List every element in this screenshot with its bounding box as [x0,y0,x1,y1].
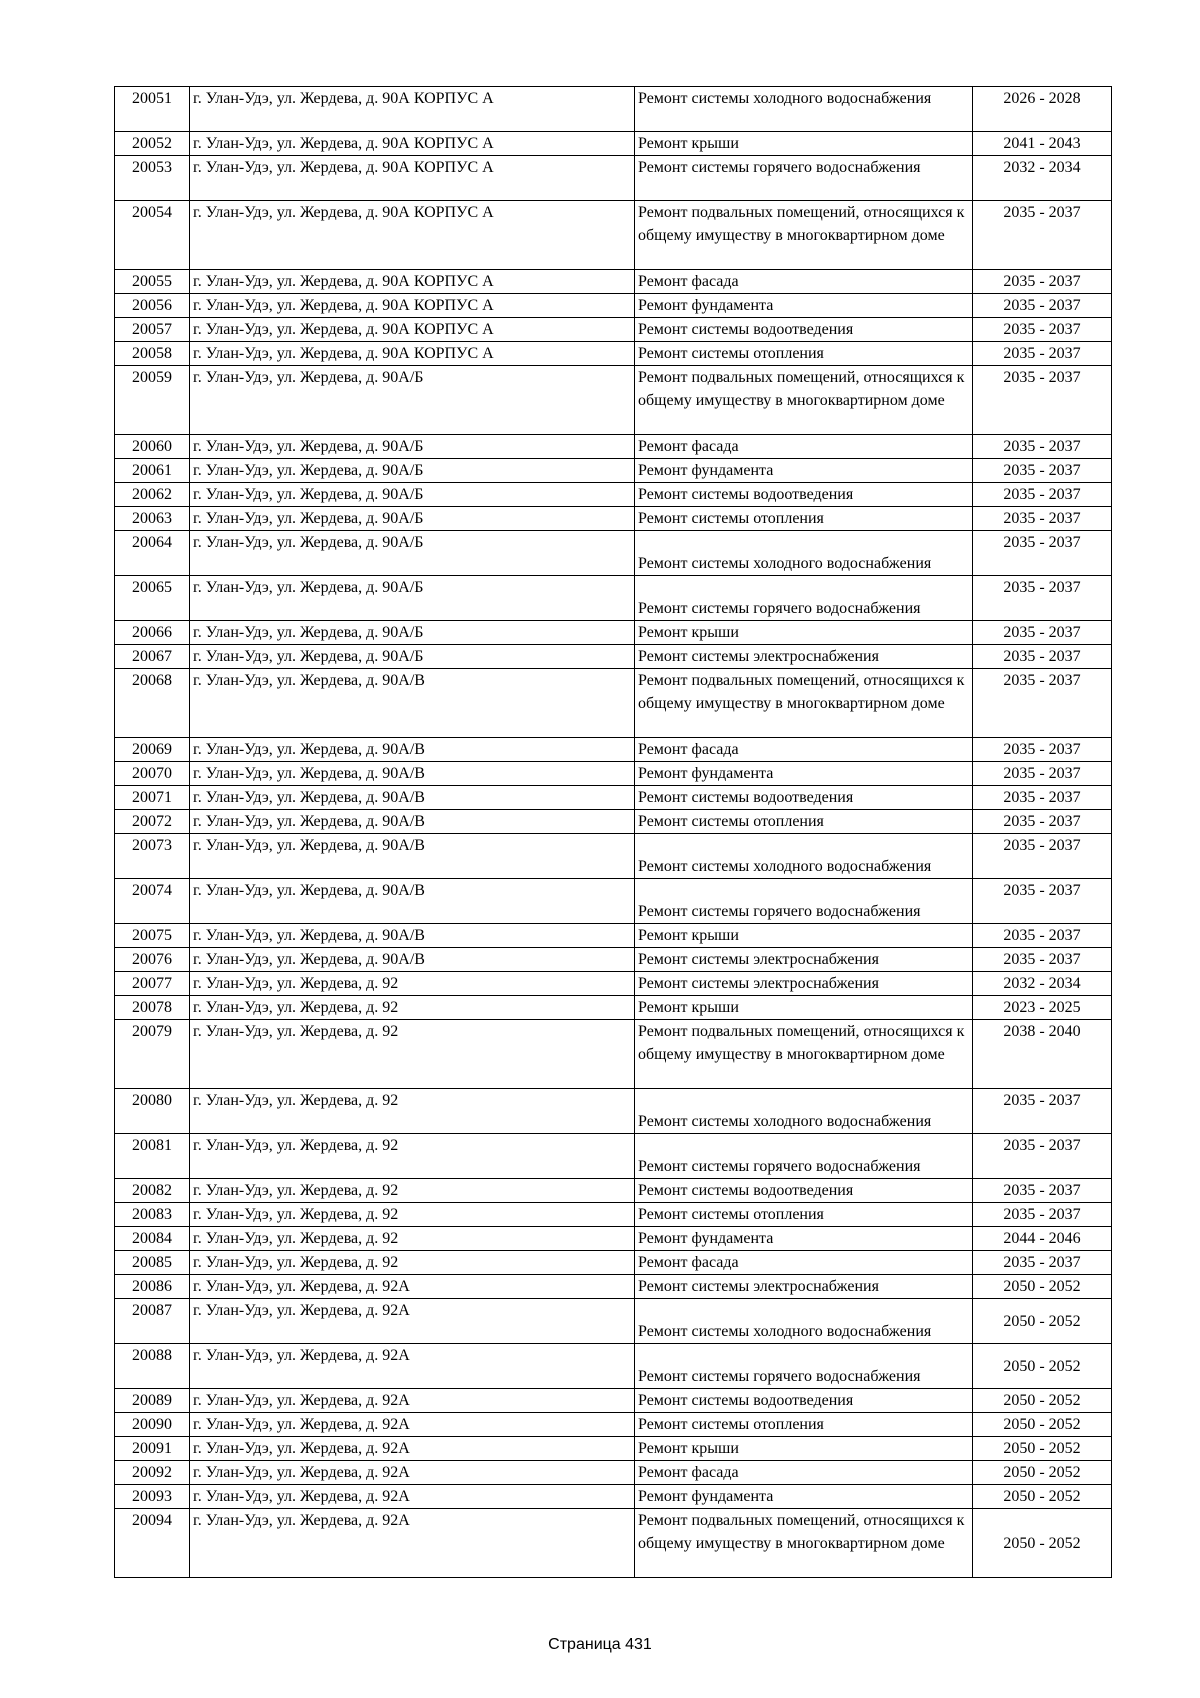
work-type-cell: Ремонт системы отопления [635,342,973,366]
row-number-cell: 20051 [115,87,190,132]
address-cell: г. Улан-Удэ, ул. Жердева, д. 90А/В [190,738,635,762]
work-type-cell: Ремонт системы водоотведения [635,1389,973,1413]
row-number-cell: 20092 [115,1461,190,1485]
period-cell: 2035 - 2037 [973,879,1112,924]
row-number-cell: 20089 [115,1389,190,1413]
row-number-cell: 20058 [115,342,190,366]
period-cell: 2035 - 2037 [973,483,1112,507]
work-type-cell: Ремонт фасада [635,1251,973,1275]
address-cell: г. Улан-Удэ, ул. Жердева, д. 92 [190,1251,635,1275]
row-number-cell: 20086 [115,1275,190,1299]
period-cell: 2050 - 2052 [973,1389,1112,1413]
row-number-cell: 20094 [115,1509,190,1578]
table-row [115,294,1112,318]
table-row [115,1203,1112,1227]
period-cell: 2035 - 2037 [973,435,1112,459]
row-number-cell: 20056 [115,294,190,318]
work-type-cell: Ремонт системы горячего водоснабжения [635,156,973,201]
work-type-cell: Ремонт крыши [635,132,973,156]
period-cell: 2050 - 2052 [973,1461,1112,1485]
period-cell: 2026 - 2028 [973,87,1112,132]
work-type-cell: Ремонт фундамента [635,1485,973,1509]
period-cell: 2035 - 2037 [973,738,1112,762]
row-number-cell: 20064 [115,531,190,576]
table-row [115,738,1112,762]
work-type-cell: Ремонт крыши [635,996,973,1020]
work-type-cell: Ремонт фундамента [635,459,973,483]
address-cell: г. Улан-Удэ, ул. Жердева, д. 92А [190,1485,635,1509]
period-cell: 2035 - 2037 [973,834,1112,879]
work-type-cell: Ремонт системы электроснабжения [635,645,973,669]
row-number-cell: 20090 [115,1413,190,1437]
period-cell: 2050 - 2052 [973,1485,1112,1509]
table-body [115,87,1112,1578]
table-row [115,1179,1112,1203]
table-row [115,879,1112,924]
table-row [115,318,1112,342]
address-cell: г. Улан-Удэ, ул. Жердева, д. 90А КОРПУС А [190,201,635,270]
period-cell: 2035 - 2037 [973,1089,1112,1134]
row-number-cell: 20084 [115,1227,190,1251]
address-cell: г. Улан-Удэ, ул. Жердева, д. 90А/Б [190,621,635,645]
address-cell: г. Улан-Удэ, ул. Жердева, д. 92А [190,1299,635,1344]
work-type-cell: Ремонт крыши [635,621,973,645]
address-cell: г. Улан-Удэ, ул. Жердева, д. 90А КОРПУС А [190,318,635,342]
row-number-cell: 20093 [115,1485,190,1509]
row-number-cell: 20077 [115,972,190,996]
table-row [115,270,1112,294]
address-cell: г. Улан-Удэ, ул. Жердева, д. 90А/Б [190,576,635,621]
table-row [115,1344,1112,1389]
row-number-cell: 20060 [115,435,190,459]
row-number-cell: 20067 [115,645,190,669]
work-type-cell: Ремонт фасада [635,1461,973,1485]
work-type-cell: Ремонт системы отопления [635,1413,973,1437]
work-type-cell: Ремонт фасада [635,738,973,762]
period-cell: 2035 - 2037 [973,531,1112,576]
row-number-cell: 20055 [115,270,190,294]
period-cell: 2050 - 2052 [973,1344,1112,1389]
row-number-cell: 20068 [115,669,190,738]
work-type-cell: Ремонт системы водоотведения [635,318,973,342]
address-cell: г. Улан-Удэ, ул. Жердева, д. 92А [190,1389,635,1413]
table-row [115,87,1112,132]
row-number-cell: 20063 [115,507,190,531]
work-type-cell: Ремонт системы отопления [635,507,973,531]
address-cell: г. Улан-Удэ, ул. Жердева, д. 90А КОРПУС А [190,342,635,366]
period-cell: 2044 - 2046 [973,1227,1112,1251]
row-number-cell: 20091 [115,1437,190,1461]
row-number-cell: 20072 [115,810,190,834]
work-type-cell: Ремонт системы отопления [635,810,973,834]
table-row [115,459,1112,483]
table-row [115,1413,1112,1437]
table-row [115,972,1112,996]
work-type-cell: Ремонт подвальных помещений, относящихся к общему имуществу в многоквартирном доме [635,1020,973,1089]
period-cell: 2035 - 2037 [973,1134,1112,1179]
address-cell: г. Улан-Удэ, ул. Жердева, д. 90А/Б [190,507,635,531]
row-number-cell: 20079 [115,1020,190,1089]
table-row [115,996,1112,1020]
address-cell: г. Улан-Удэ, ул. Жердева, д. 90А/В [190,879,635,924]
work-type-cell: Ремонт системы электроснабжения [635,948,973,972]
work-type-cell: Ремонт подвальных помещений, относящихся к общему имуществу в многоквартирном доме [635,669,973,738]
address-cell: г. Улан-Удэ, ул. Жердева, д. 90А/Б [190,366,635,435]
row-number-cell: 20070 [115,762,190,786]
work-type-cell: Ремонт системы отопления [635,1203,973,1227]
row-number-cell: 20081 [115,1134,190,1179]
period-cell: 2035 - 2037 [973,1179,1112,1203]
address-cell: г. Улан-Удэ, ул. Жердева, д. 92А [190,1275,635,1299]
period-cell: 2035 - 2037 [973,294,1112,318]
page-number: Страница 431 [548,1636,652,1653]
address-cell: г. Улан-Удэ, ул. Жердева, д. 92 [190,996,635,1020]
period-cell: 2035 - 2037 [973,576,1112,621]
table-row [115,786,1112,810]
table-row [115,342,1112,366]
work-type-cell: Ремонт системы горячего водоснабжения [635,1344,973,1389]
work-type-cell: Ремонт системы горячего водоснабжения [635,879,973,924]
work-type-cell: Ремонт фундамента [635,294,973,318]
work-type-cell: Ремонт системы электроснабжения [635,1275,973,1299]
address-cell: г. Улан-Удэ, ул. Жердева, д. 92 [190,1227,635,1251]
row-number-cell: 20087 [115,1299,190,1344]
row-number-cell: 20073 [115,834,190,879]
row-number-cell: 20078 [115,996,190,1020]
table-row [115,762,1112,786]
repair-schedule-table [114,86,1112,1578]
table-row [115,1020,1112,1089]
address-cell: г. Улан-Удэ, ул. Жердева, д. 92А [190,1461,635,1485]
address-cell: г. Улан-Удэ, ул. Жердева, д. 90А/В [190,786,635,810]
period-cell: 2035 - 2037 [973,318,1112,342]
row-number-cell: 20082 [115,1179,190,1203]
row-number-cell: 20080 [115,1089,190,1134]
period-cell: 2032 - 2034 [973,972,1112,996]
row-number-cell: 20074 [115,879,190,924]
table-row [115,1461,1112,1485]
period-cell: 2035 - 2037 [973,342,1112,366]
work-type-cell: Ремонт крыши [635,1437,973,1461]
address-cell: г. Улан-Удэ, ул. Жердева, д. 90А КОРПУС А [190,294,635,318]
row-number-cell: 20075 [115,924,190,948]
table-row [115,948,1112,972]
work-type-cell: Ремонт подвальных помещений, относящихся к общему имуществу в многоквартирном доме [635,366,973,435]
period-cell: 2035 - 2037 [973,810,1112,834]
row-number-cell: 20054 [115,201,190,270]
table-row [115,645,1112,669]
work-type-cell: Ремонт системы горячего водоснабжения [635,576,973,621]
address-cell: г. Улан-Удэ, ул. Жердева, д. 92А [190,1437,635,1461]
address-cell: г. Улан-Удэ, ул. Жердева, д. 90А/Б [190,435,635,459]
work-type-cell: Ремонт системы водоотведения [635,786,973,810]
address-cell: г. Улан-Удэ, ул. Жердева, д. 90А/В [190,948,635,972]
period-cell: 2050 - 2052 [973,1437,1112,1461]
address-cell: г. Улан-Удэ, ул. Жердева, д. 92А [190,1344,635,1389]
row-number-cell: 20052 [115,132,190,156]
address-cell: г. Улан-Удэ, ул. Жердева, д. 92А [190,1413,635,1437]
address-cell: г. Улан-Удэ, ул. Жердева, д. 92 [190,972,635,996]
row-number-cell: 20061 [115,459,190,483]
address-cell: г. Улан-Удэ, ул. Жердева, д. 90А/В [190,834,635,879]
address-cell: г. Улан-Удэ, ул. Жердева, д. 92 [190,1134,635,1179]
row-number-cell: 20066 [115,621,190,645]
address-cell: г. Улан-Удэ, ул. Жердева, д. 90А/В [190,762,635,786]
work-type-cell: Ремонт фундамента [635,762,973,786]
address-cell: г. Улан-Удэ, ул. Жердева, д. 92 [190,1020,635,1089]
table-row [115,201,1112,270]
table-row [115,531,1112,576]
address-cell: г. Улан-Удэ, ул. Жердева, д. 90А/В [190,669,635,738]
work-type-cell: Ремонт системы водоотведения [635,1179,973,1203]
row-number-cell: 20062 [115,483,190,507]
period-cell: 2035 - 2037 [973,366,1112,435]
period-cell: 2041 - 2043 [973,132,1112,156]
row-number-cell: 20065 [115,576,190,621]
table-row [115,669,1112,738]
period-cell: 2032 - 2034 [973,156,1112,201]
work-type-cell: Ремонт системы холодного водоснабжения [635,1299,973,1344]
address-cell: г. Улан-Удэ, ул. Жердева, д. 92А [190,1509,635,1578]
table-row [115,1227,1112,1251]
period-cell: 2035 - 2037 [973,459,1112,483]
table-row [115,483,1112,507]
address-cell: г. Улан-Удэ, ул. Жердева, д. 90А КОРПУС А [190,132,635,156]
period-cell: 2035 - 2037 [973,924,1112,948]
repair-schedule-page [114,86,1111,1578]
table-row [115,1509,1112,1578]
row-number-cell: 20069 [115,738,190,762]
table-row [115,1299,1112,1344]
table-row [115,1437,1112,1461]
period-cell: 2035 - 2037 [973,1203,1112,1227]
table-row [115,810,1112,834]
table-row [115,1485,1112,1509]
work-type-cell: Ремонт системы холодного водоснабжения [635,87,973,132]
table-row [115,1251,1112,1275]
work-type-cell: Ремонт системы электроснабжения [635,972,973,996]
address-cell: г. Улан-Удэ, ул. Жердева, д. 90А/Б [190,645,635,669]
table-row [115,1134,1112,1179]
address-cell: г. Улан-Удэ, ул. Жердева, д. 90А/Б [190,483,635,507]
table-row [115,621,1112,645]
address-cell: г. Улан-Удэ, ул. Жердева, д. 92 [190,1203,635,1227]
work-type-cell: Ремонт крыши [635,924,973,948]
period-cell: 2038 - 2040 [973,1020,1112,1089]
address-cell: г. Улан-Удэ, ул. Жердева, д. 90А КОРПУС А [190,87,635,132]
work-type-cell: Ремонт системы водоотведения [635,483,973,507]
work-type-cell: Ремонт системы горячего водоснабжения [635,1134,973,1179]
row-number-cell: 20059 [115,366,190,435]
period-cell: 2035 - 2037 [973,669,1112,738]
period-cell: 2050 - 2052 [973,1413,1112,1437]
table-row [115,1275,1112,1299]
period-cell: 2035 - 2037 [973,201,1112,270]
table-row [115,1089,1112,1134]
work-type-cell: Ремонт фундамента [635,1227,973,1251]
period-cell: 2035 - 2037 [973,948,1112,972]
address-cell: г. Улан-Удэ, ул. Жердева, д. 90А КОРПУС А [190,270,635,294]
address-cell: г. Улан-Удэ, ул. Жердева, д. 92 [190,1089,635,1134]
work-type-cell: Ремонт системы холодного водоснабжения [635,834,973,879]
address-cell: г. Улан-Удэ, ул. Жердева, д. 90А/В [190,810,635,834]
period-cell: 2050 - 2052 [973,1299,1112,1344]
table-row [115,924,1112,948]
work-type-cell: Ремонт фасада [635,270,973,294]
row-number-cell: 20053 [115,156,190,201]
table-row [115,507,1112,531]
table-row [115,132,1112,156]
table-row [115,366,1112,435]
row-number-cell: 20088 [115,1344,190,1389]
period-cell: 2035 - 2037 [973,270,1112,294]
period-cell: 2050 - 2052 [973,1509,1112,1578]
work-type-cell: Ремонт подвальных помещений, относящихся к общему имуществу в многоквартирном доме [635,1509,973,1578]
address-cell: г. Улан-Удэ, ул. Жердева, д. 92 [190,1179,635,1203]
period-cell: 2035 - 2037 [973,645,1112,669]
table-row [115,576,1112,621]
table-row [115,834,1112,879]
row-number-cell: 20071 [115,786,190,810]
address-cell: г. Улан-Удэ, ул. Жердева, д. 90А/Б [190,531,635,576]
row-number-cell: 20057 [115,318,190,342]
address-cell: г. Улан-Удэ, ул. Жердева, д. 90А/В [190,924,635,948]
period-cell: 2035 - 2037 [973,1251,1112,1275]
table-row [115,435,1112,459]
period-cell: 2023 - 2025 [973,996,1112,1020]
period-cell: 2035 - 2037 [973,507,1112,531]
row-number-cell: 20076 [115,948,190,972]
work-type-cell: Ремонт системы холодного водоснабжения [635,1089,973,1134]
row-number-cell: 20083 [115,1203,190,1227]
address-cell: г. Улан-Удэ, ул. Жердева, д. 90А КОРПУС А [190,156,635,201]
row-number-cell: 20085 [115,1251,190,1275]
period-cell: 2035 - 2037 [973,786,1112,810]
address-cell: г. Улан-Удэ, ул. Жердева, д. 90А/Б [190,459,635,483]
work-type-cell: Ремонт подвальных помещений, относящихся к общему имуществу в многоквартирном доме [635,201,973,270]
table-row [115,1389,1112,1413]
period-cell: 2035 - 2037 [973,621,1112,645]
period-cell: 2035 - 2037 [973,762,1112,786]
table-row [115,156,1112,201]
work-type-cell: Ремонт фасада [635,435,973,459]
work-type-cell: Ремонт системы холодного водоснабжения [635,531,973,576]
period-cell: 2050 - 2052 [973,1275,1112,1299]
